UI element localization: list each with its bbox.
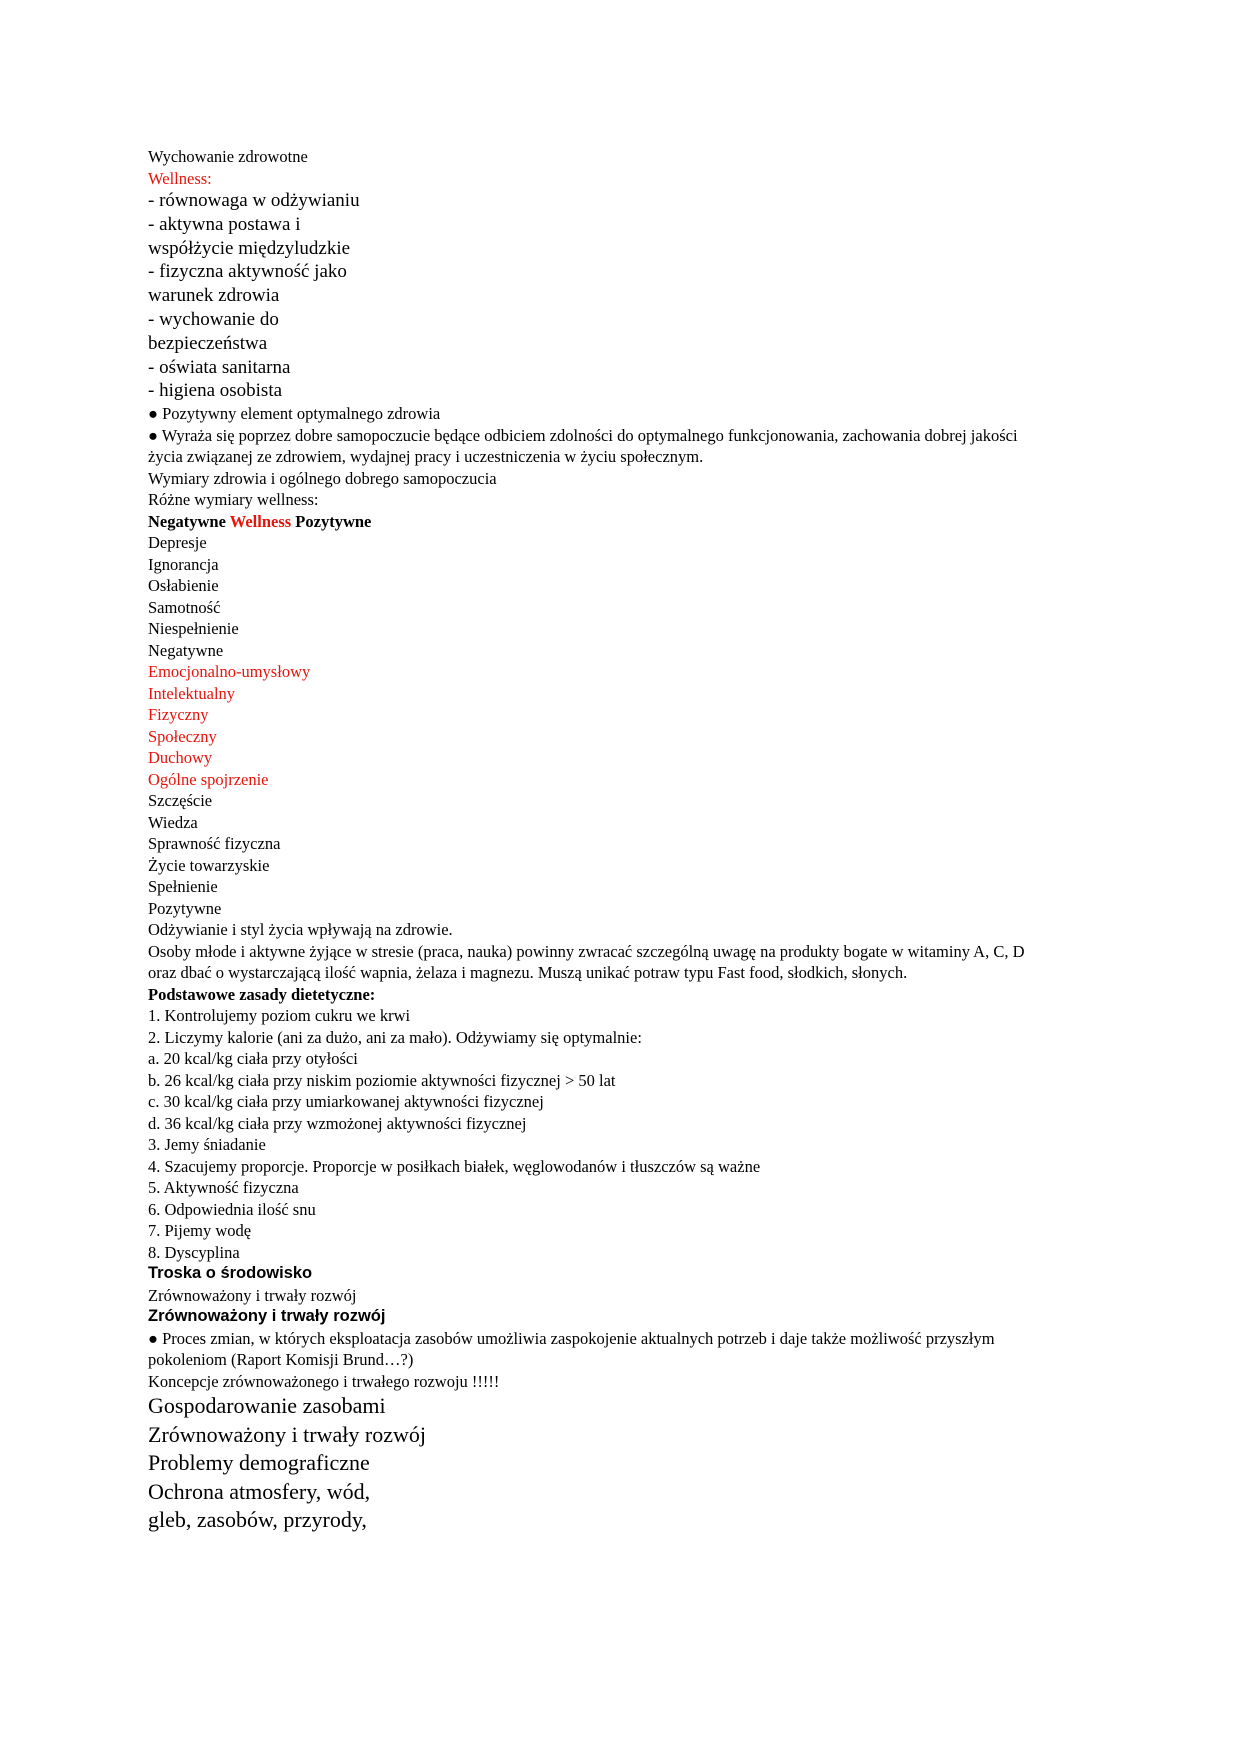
list-item: b. 26 kcal/kg ciała przy niskim poziomie aktywności fizycznej > 50 lat bbox=[148, 1070, 616, 1090]
list-item: bezpieczeństwa bbox=[148, 332, 268, 354]
scale-wellness: Wellness bbox=[229, 511, 292, 531]
wellness-heading: Wellness: bbox=[148, 168, 212, 188]
positive-list bbox=[148, 790, 1048, 919]
list-item: Problemy demograficzne bbox=[148, 1450, 370, 1476]
list-item: Gospodarowanie zasobami bbox=[148, 1393, 386, 1419]
document-page bbox=[148, 146, 1048, 1535]
list-item: a. 20 kcal/kg ciała przy otyłości bbox=[148, 1049, 358, 1069]
list-item: Samotność bbox=[148, 597, 221, 617]
list-item: Spełnienie bbox=[148, 877, 218, 897]
various-dimensions-line: Różne wymiary wellness: bbox=[148, 490, 319, 510]
list-item: Negatywne bbox=[148, 640, 224, 660]
list-item: Społeczny bbox=[148, 726, 217, 746]
sustainability-heading: Zrównoważony i trwały rozwój bbox=[148, 1307, 386, 1326]
environment-heading: Troska o środowisko bbox=[148, 1264, 313, 1283]
list-item: warunek zdrowia bbox=[148, 285, 280, 307]
list-item: 7. Pijemy wodę bbox=[148, 1221, 252, 1241]
list-item: - aktywna postawa i bbox=[148, 213, 301, 235]
document-title: Wychowanie zdrowotne bbox=[148, 147, 308, 166]
bullet-expression: ● Wyraża się poprzez dobre samopoczucie będące odbiciem zdolności do optymalnego funkcjonowania, zachowania dobrej jakości życia związanej ze zdrowiem, wydajnej pracy i uczestniczenia w życiu społecznym. bbox=[148, 425, 1018, 467]
list-item: 1. Kontrolujemy poziom cukru we krwi bbox=[148, 1006, 411, 1026]
list-item: Zrównoważony i trwały rozwój bbox=[148, 1421, 426, 1447]
list-item: - wychowanie do bbox=[148, 308, 279, 330]
list-item: 4. Szacujemy proporcje. Proporcje w posiłkach białek, węglowodanów i tłuszczów są ważne bbox=[148, 1156, 761, 1176]
bullet-process: ● Proces zmian, w których eksploatacja zasobów umożliwia zaspokojenie aktualnych potrzeb i daje także możliwość przyszłym pokoleniom (Raport Komisji Brund…?) bbox=[148, 1328, 995, 1370]
list-item: Wiedza bbox=[148, 812, 198, 832]
wellness-list bbox=[148, 189, 1048, 403]
sustainability-line: Zrównoważony i trwały rozwój bbox=[148, 1285, 357, 1305]
list-item: 5. Aktywność fizyczna bbox=[148, 1178, 299, 1198]
list-item: Emocjonalno-umysłowy bbox=[148, 662, 311, 682]
list-item: Sprawność fizyczna bbox=[148, 834, 281, 854]
list-item: Ogólne spojrzenie bbox=[148, 769, 269, 789]
list-item: 3. Jemy śniadanie bbox=[148, 1135, 266, 1155]
concepts-line: Koncepcje zrównoważonego i trwałego rozwoju !!!!! bbox=[148, 1371, 500, 1391]
list-item: Ochrona atmosfery, wód, bbox=[148, 1478, 371, 1504]
wellness-scale-line bbox=[148, 511, 1048, 533]
list-item: - fizyczna aktywność jako bbox=[148, 261, 347, 283]
list-item: c. 30 kcal/kg ciała przy umiarkowanej aktywności fizycznej bbox=[148, 1092, 544, 1112]
nutrition-paragraph: Osoby młode i aktywne żyjące w stresie (praca, nauka) powinny zwracać szczególną uwagę na produkty bogate w witaminy A, C, D oraz dbać o wystarczającą ilość wapnia, żelaza i magnezu. Muszą unikać potraw typu Fast food, słodkich, słonych. bbox=[148, 941, 1025, 983]
list-item: Depresje bbox=[148, 533, 207, 553]
list-item: - oświata sanitarna bbox=[148, 356, 291, 378]
list-item: - higiena osobista bbox=[148, 380, 283, 402]
list-item: 2. Liczymy kalorie (ani za dużo, ani za mało). Odżywiamy się optymalnie: bbox=[148, 1027, 642, 1047]
rules-list bbox=[148, 1005, 1048, 1263]
nutrition-line: Odżywianie i styl życia wpływają na zdrowie. bbox=[148, 920, 453, 940]
list-item: 6. Odpowiednia ilość snu bbox=[148, 1199, 316, 1219]
list-item: gleb, zasobów, przyrody, bbox=[148, 1507, 367, 1533]
list-item: Szczęście bbox=[148, 791, 213, 811]
rules-heading: Podstawowe zasady dietetyczne: bbox=[148, 984, 376, 1004]
list-item: 8. Dyscyplina bbox=[148, 1242, 240, 1262]
negative-list bbox=[148, 532, 1048, 661]
list-item: Duchowy bbox=[148, 748, 213, 768]
list-item: - równowaga w odżywianiu bbox=[148, 190, 360, 211]
list-item: Niespełnienie bbox=[148, 619, 239, 639]
list-item: Fizyczny bbox=[148, 705, 209, 725]
list-item: Życie towarzyskie bbox=[148, 855, 270, 875]
large-topics-list bbox=[148, 1392, 1048, 1535]
scale-positive: Pozytywne bbox=[295, 511, 372, 531]
list-item: d. 36 kcal/kg ciała przy wzmożonej aktywności fizycznej bbox=[148, 1113, 527, 1133]
list-item: Pozytywne bbox=[148, 898, 222, 918]
list-item: Ignorancja bbox=[148, 554, 219, 574]
dimension-list bbox=[148, 661, 1048, 790]
list-item: Osłabienie bbox=[148, 576, 219, 596]
list-item: współżycie międzyludzkie bbox=[148, 237, 351, 259]
list-item: Intelektualny bbox=[148, 683, 236, 703]
scale-negative: Negatywne bbox=[148, 511, 226, 531]
dimensions-line: Wymiary zdrowia i ogólnego dobrego samopoczucia bbox=[148, 468, 497, 488]
bullet-positive-element: ● Pozytywny element optymalnego zdrowia bbox=[148, 404, 441, 424]
